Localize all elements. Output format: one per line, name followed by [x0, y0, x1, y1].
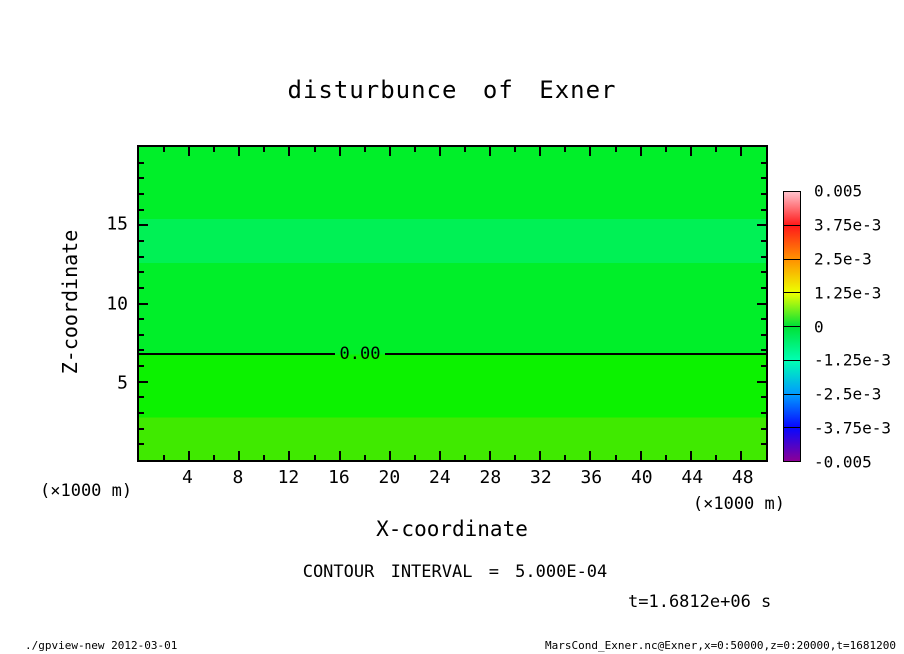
axis-tick — [615, 455, 617, 460]
axis-tick — [238, 451, 240, 460]
axis-tick — [761, 365, 766, 367]
colorbar-tick-label: 0 — [814, 317, 824, 336]
footer-data-source: MarsCond_Exner.nc@Exner,x=0:50000,z=0:20000,t=1681200 — [545, 639, 896, 652]
axis-tick — [489, 147, 491, 156]
y-axis-title: Z-coordinate — [58, 229, 82, 375]
axis-tick — [489, 451, 491, 460]
axis-tick — [389, 451, 391, 460]
axis-tick — [761, 412, 766, 414]
x-tick-label: 32 — [529, 467, 552, 488]
axis-tick — [139, 334, 144, 336]
colorbar-tick-label: -0.005 — [814, 452, 872, 472]
x-tick-label: 24 — [429, 467, 451, 488]
axis-tick — [314, 455, 316, 460]
axis-tick — [715, 147, 717, 152]
axis-tick — [389, 147, 391, 156]
axis-tick — [761, 193, 766, 195]
axis-tick — [640, 147, 642, 156]
axis-tick — [213, 455, 215, 460]
x-tick-label: 44 — [681, 467, 704, 488]
axis-tick — [761, 334, 766, 336]
colorbar — [783, 191, 801, 462]
contour-line-segment — [139, 353, 335, 355]
axis-tick — [314, 147, 316, 152]
axis-tick — [163, 147, 165, 152]
axis-tick — [139, 303, 148, 305]
x-axis-title: X-coordinate — [376, 517, 528, 541]
y-axis-unit: (×1000 m) — [40, 481, 133, 501]
x-tick-label: 16 — [328, 467, 350, 488]
axis-tick — [139, 177, 144, 179]
axis-tick — [238, 147, 240, 156]
axis-tick — [139, 365, 144, 367]
x-tick-label: 48 — [731, 467, 754, 488]
axis-tick — [761, 240, 766, 242]
contour-interval-text: CONTOUR INTERVAL = 5.000E-04 — [302, 562, 608, 582]
axis-tick — [665, 147, 667, 152]
colorbar-tick-label: 3.75e-3 — [814, 215, 882, 235]
y-tick-label: 10 — [106, 293, 128, 314]
axis-tick — [139, 428, 144, 430]
colorbar-tick-label: 0.005 — [814, 181, 863, 201]
axis-tick — [761, 177, 766, 179]
colorbar-segment — [784, 293, 800, 327]
axis-tick — [414, 147, 416, 152]
x-axis-tick-labels — [137, 467, 768, 489]
axis-tick — [761, 318, 766, 320]
axis-tick — [188, 451, 190, 460]
axis-tick — [163, 455, 165, 460]
axis-tick — [139, 318, 144, 320]
axis-tick — [539, 147, 541, 156]
axis-tick — [690, 451, 692, 460]
axis-tick — [339, 451, 341, 460]
colorbar-tick-label: 2.5e-3 — [814, 249, 872, 269]
colorbar-tick-label: -3.75e-3 — [814, 418, 892, 438]
axis-tick — [539, 451, 541, 460]
zero-contour-line — [139, 344, 766, 364]
axis-tick — [139, 349, 144, 351]
axis-tick — [414, 455, 416, 460]
axis-tick — [364, 147, 366, 152]
axis-tick — [139, 287, 144, 289]
axis-tick — [139, 162, 144, 164]
colorbar-segment — [784, 361, 800, 395]
axis-tick — [514, 455, 516, 460]
axis-tick — [139, 224, 148, 226]
colorbar-tick-labels — [814, 181, 904, 472]
axis-tick — [288, 451, 290, 460]
axis-tick — [589, 147, 591, 156]
axis-tick — [564, 455, 566, 460]
axis-tick — [761, 396, 766, 398]
axis-tick — [339, 147, 341, 156]
axis-tick — [139, 271, 144, 273]
axis-tick — [139, 443, 144, 445]
axis-tick — [364, 455, 366, 460]
y-tick-label: 5 — [117, 372, 128, 394]
axis-tick — [139, 193, 144, 195]
axis-tick — [761, 443, 766, 445]
colorbar-tick-label: -1.25e-3 — [814, 350, 892, 370]
x-tick-label: 36 — [580, 467, 603, 488]
axis-tick — [761, 287, 766, 289]
colorbar-segment — [784, 327, 800, 361]
contour-line-segment — [385, 353, 766, 355]
x-tick-label: 4 — [182, 467, 193, 488]
axis-tick — [757, 381, 766, 383]
axis-tick — [514, 147, 516, 152]
x-tick-label: 8 — [232, 467, 244, 488]
axis-tick — [564, 147, 566, 152]
time-annotation: t=1.6812e+06 s — [628, 592, 772, 612]
colorbar-segment — [784, 226, 800, 260]
x-tick-label: 40 — [630, 467, 653, 488]
axis-tick — [740, 147, 742, 156]
axis-tick — [139, 412, 144, 414]
axis-tick — [761, 349, 766, 351]
x-tick-label: 28 — [479, 467, 502, 488]
axis-tick — [139, 256, 144, 258]
axis-tick — [761, 209, 766, 211]
axis-tick — [139, 209, 144, 211]
axis-tick — [139, 381, 148, 383]
axis-tick — [589, 451, 591, 460]
colorbar-tick-label: 1.25e-3 — [814, 283, 882, 303]
x-axis-unit: (×1000 m) — [692, 494, 785, 514]
axis-tick — [761, 162, 766, 164]
axis-tick — [288, 147, 290, 156]
axis-tick — [464, 147, 466, 152]
axis-tick — [139, 396, 144, 398]
axis-tick — [761, 271, 766, 273]
axis-tick — [665, 455, 667, 460]
colorbar-segment — [784, 260, 800, 294]
axis-tick — [139, 240, 144, 242]
y-axis-tick-labels — [92, 145, 128, 462]
axis-tick — [761, 256, 766, 258]
axis-tick — [263, 147, 265, 152]
axis-tick — [757, 303, 766, 305]
axis-tick — [640, 451, 642, 460]
x-tick-label: 12 — [277, 467, 300, 488]
x-tick-label: 20 — [378, 467, 401, 488]
plot-title: disturbunce of Exner — [287, 76, 617, 104]
axis-tick — [615, 147, 617, 152]
footer-program-stamp: ./gpview-new 2012-03-01 — [25, 639, 178, 652]
axis-tick — [439, 451, 441, 460]
axis-tick — [213, 147, 215, 152]
axis-tick — [715, 455, 717, 460]
axis-tick — [464, 455, 466, 460]
axis-tick — [757, 224, 766, 226]
axis-tick — [690, 147, 692, 156]
axis-tick — [188, 147, 190, 156]
axis-tick — [263, 455, 265, 460]
colorbar-segment — [784, 428, 800, 461]
plot-area — [137, 145, 768, 462]
contour-line-label: 0.00 — [339, 344, 381, 364]
colorbar-segment — [784, 192, 800, 226]
axis-tick — [761, 428, 766, 430]
axis-tick — [740, 451, 742, 460]
colorbar-segment — [784, 395, 800, 429]
colorbar-tick-label: -2.5e-3 — [814, 384, 882, 404]
y-tick-label: 15 — [106, 213, 128, 235]
axis-tick — [439, 147, 441, 156]
